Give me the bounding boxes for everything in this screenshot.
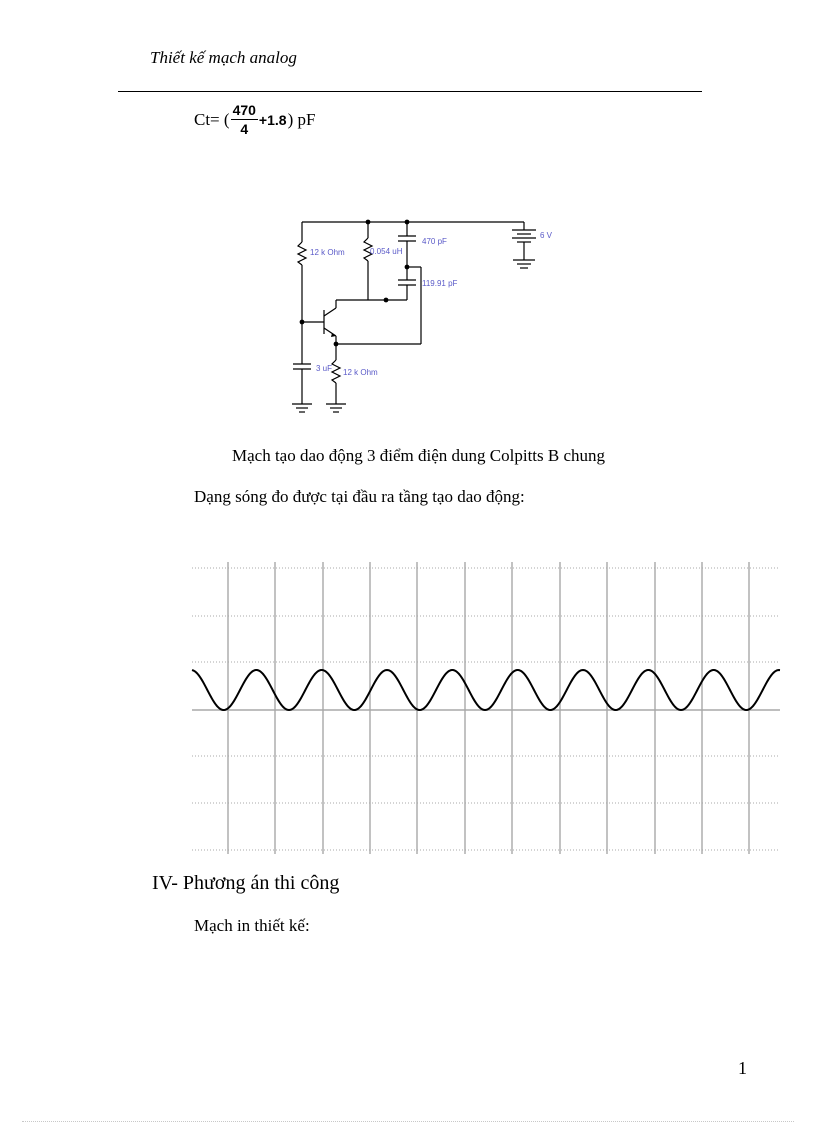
formula-addend: +1.8 xyxy=(258,111,287,128)
oscilloscope-waveform xyxy=(192,562,780,854)
section-heading: IV- Phương án thi công xyxy=(152,872,340,894)
footer-rule xyxy=(22,1121,794,1122)
formula-prefix: Ct= ( xyxy=(194,109,230,129)
label-r-emitter: 12 k Ohm xyxy=(343,368,378,377)
formula-numerator: 470 xyxy=(232,102,256,118)
pcb-label: Mạch in thiết kế: xyxy=(194,916,310,935)
label-c1: 470 pF xyxy=(422,237,447,246)
label-c2: 119.91 pF xyxy=(422,279,458,288)
formula-fraction xyxy=(231,102,258,137)
formula-suffix: ) pF xyxy=(287,109,316,129)
label-r1: 12 k Ohm xyxy=(310,248,345,257)
page-header: Thiết kế mạch analog xyxy=(150,48,297,67)
label-inductor: 0.054 uH xyxy=(370,247,403,256)
colpitts-circuit-diagram xyxy=(288,212,553,416)
sine-trace xyxy=(192,670,780,710)
capacitance-formula xyxy=(194,102,315,137)
circuit-caption: Mạch tạo dao động 3 điểm điện dung Colpitts B chung xyxy=(232,446,606,465)
formula-denominator: 4 xyxy=(240,121,249,137)
header-rule xyxy=(118,91,702,92)
waveform-intro: Dạng sóng đo được tại đầu ra tầng tạo dao động: xyxy=(194,487,525,506)
label-c-base: 3 uF xyxy=(316,364,333,373)
label-supply: 6 V xyxy=(540,231,553,240)
page-number: 1 xyxy=(738,1058,747,1078)
